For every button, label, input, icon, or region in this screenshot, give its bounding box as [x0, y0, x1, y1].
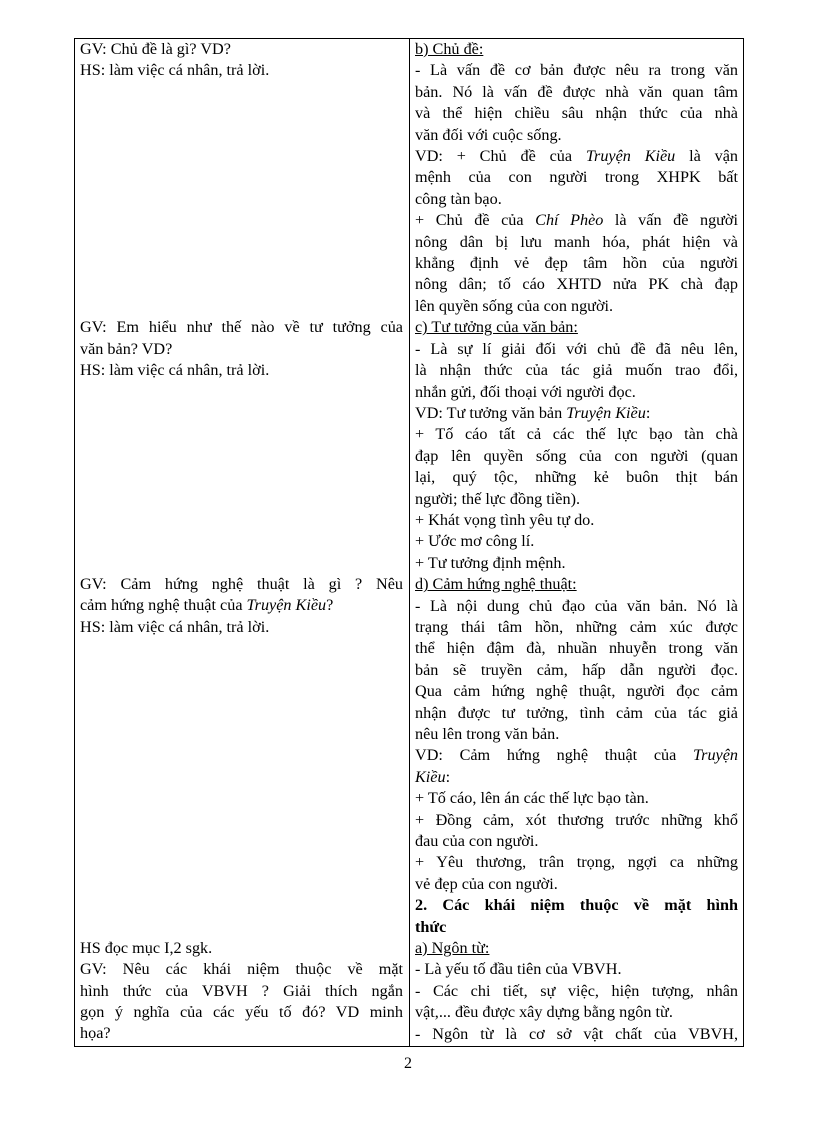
text-line: lên quyền sống của con người.	[415, 296, 614, 315]
text-line	[80, 595, 403, 616]
section-heading-language: a) Ngôn từ:	[415, 939, 490, 958]
text-line: - Ngôn từ là cơ sở vật chất của VBVH,	[415, 1024, 738, 1043]
text-line: HS: làm việc cá nhân, trả lời.	[80, 361, 270, 380]
text-line: nông dân bị lưu manh hóa, phát hiện và	[415, 232, 738, 251]
section-heading-inspiration: d) Cảm hứng nghệ thuật:	[415, 575, 577, 594]
text-line: mệnh của con người trong XHPK bất	[415, 168, 738, 187]
italic-title: Truyện Kiều	[246, 596, 327, 615]
text-line: người; thế lực đồng tiền).	[415, 489, 581, 508]
text-line	[415, 403, 738, 424]
italic-title: Truyện Kiều	[566, 403, 646, 422]
text-line: thể hiện đậm đà, nhuần nhuyễn trong văn	[415, 639, 738, 658]
text-span: :	[445, 767, 451, 786]
section-heading-idea: c) Tư tưởng của văn bản:	[415, 318, 578, 337]
text-line: - Các chi tiết, sự việc, hiện tượng, nhân	[415, 981, 738, 1000]
text-line: nêu lên trong văn bản.	[415, 725, 560, 743]
question-block-idea	[80, 317, 403, 381]
text-span: là vấn đề người	[603, 211, 738, 230]
text-line: văn bản? VD?	[80, 339, 173, 358]
text-span: là vận	[675, 147, 738, 166]
content-table	[74, 38, 744, 1047]
italic-title: Truyện	[693, 746, 738, 765]
text-line: hình thức của VBVH ? Giải thích ngắn	[80, 981, 403, 1000]
left-column	[80, 39, 403, 1045]
text-line: HS: làm việc cá nhân, trả lời.	[80, 617, 270, 636]
text-line	[415, 745, 738, 766]
text-line: nhận được tư tưởng, tình cảm của tác giả	[415, 703, 738, 722]
text-span: VD: Tư tưởng văn bản	[415, 403, 567, 422]
text-line: + Đồng cảm, xót thương trước những khổ	[415, 810, 738, 829]
text-line: là nhận thức của tác giả muốn trao đổi,	[415, 361, 738, 380]
text-line: bản sẽ truyền cảm, hấp dẫn người đọc.	[415, 660, 738, 679]
section-heading-theme: b) Chủ đề:	[415, 40, 484, 58]
text-line: GV: Nêu các khái niệm thuộc về mặt	[80, 960, 403, 979]
column-divider	[409, 39, 410, 1046]
italic-title: Kiều	[415, 767, 446, 786]
text-line: - Là yếu tố đầu tiên của VBVH.	[415, 960, 622, 979]
text-line: HS: làm việc cá nhân, trả lời.	[80, 61, 270, 80]
section-heading-form: 2. Các khái niệm thuộc về mặt hình	[415, 896, 738, 915]
text-line: khẳng định vẻ đẹp tâm hồn của người	[415, 254, 738, 273]
text-line: vẻ đẹp của con người.	[415, 874, 558, 893]
text-line: + Khát vọng tình yêu tự do.	[415, 510, 595, 529]
text-line: nhắn gửi, đối thoại với người đọc.	[415, 382, 636, 401]
text-line: nông dân; tố cáo XHTD nửa PK chà đạp	[415, 275, 738, 294]
text-line: + Ước mơ công lí.	[415, 532, 535, 551]
text-line: - Là vấn đề cơ bản được nêu ra trong văn	[415, 61, 738, 80]
page-number: 2	[404, 1055, 412, 1072]
question-block-form	[80, 938, 403, 1045]
text-line: bản. Nó là vấn đề được nhà văn quan tâm	[415, 82, 738, 101]
text-line	[415, 146, 738, 167]
text-line: trạng thái tâm hồn, những cảm xúc được	[415, 617, 738, 636]
text-line: công tàn bạo.	[415, 189, 502, 208]
text-line: và thể hiện chiều sâu nhận thức của nhà	[415, 104, 738, 123]
text-line: GV: Em hiểu như thế nào về tư tưởng của	[80, 318, 403, 337]
text-line: Qua cảm hứng nghệ thuật, người đọc cảm	[415, 682, 738, 701]
text-line: HS đọc mục I,2 sgk.	[80, 938, 213, 957]
text-span: cảm hứng nghệ thuật của	[80, 596, 247, 615]
text-line: + Tố cáo tất cả các thế lực bạo tàn chà	[415, 425, 738, 444]
text-line: văn đối với cuộc sống.	[415, 125, 562, 144]
right-column	[415, 39, 738, 1045]
text-line: đạp lên quyền sống của con người (quan	[415, 446, 738, 465]
text-line: + Yêu thương, trân trọng, ngợi ca những	[415, 853, 738, 872]
text-line: gọn ý nghĩa của các yếu tố đó? VD minh	[80, 1003, 403, 1022]
text-line: GV: Cảm hứng nghệ thuật là gì ? Nêu	[80, 575, 403, 594]
text-line: + Tố cáo, lên án các thế lực bạo tàn.	[415, 789, 649, 808]
text-span: VD: Cảm hứng nghệ thuật của	[415, 746, 694, 765]
text-line: + Tư tưởng định mệnh.	[415, 553, 566, 572]
text-line: GV: Chủ đề là gì? VD?	[80, 40, 231, 58]
text-line	[415, 210, 738, 231]
italic-title: Truyện Kiều	[585, 147, 676, 166]
italic-title: Chí Phèo	[535, 211, 604, 230]
text-line: lại, quý tộc, những kẻ buôn thịt bán	[415, 468, 738, 487]
section-heading-form-cont: thức	[415, 917, 447, 936]
text-line	[415, 767, 738, 788]
text-span: ?	[326, 596, 334, 615]
text-span: VD: + Chủ đề của	[415, 147, 586, 166]
text-line: vật,... đều được xây dựng bằng ngôn từ.	[415, 1003, 673, 1022]
text-line: - Là nội dung chủ đạo của văn bản. Nó là	[415, 596, 738, 615]
text-line: đau của con người.	[415, 832, 539, 851]
question-block-theme	[80, 39, 403, 82]
text-span: :	[645, 403, 651, 422]
question-block-inspiration	[80, 574, 403, 638]
text-line: - Là sự lí giải đối với chủ đề đã nêu lên,	[415, 339, 738, 358]
text-line: họa?	[80, 1024, 111, 1043]
text-span: + Chủ đề của	[415, 211, 536, 230]
